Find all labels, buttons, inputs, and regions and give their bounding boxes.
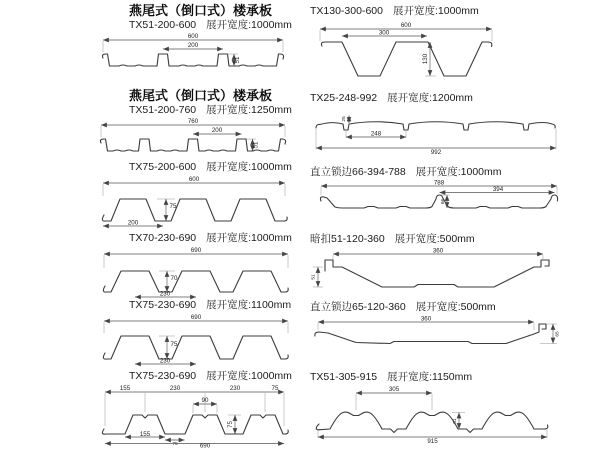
width-label: 展开宽度:500mm (415, 301, 496, 313)
width-label: 展开宽度:1000mm (415, 166, 502, 178)
section-spec (310, 5, 566, 18)
dim-height: 70 (170, 275, 178, 282)
dim-pitch: 300 (378, 29, 390, 37)
dim-crest-top: 90 (201, 397, 209, 404)
dim-overall: 760 (187, 118, 199, 125)
section-tx25-248-992 (308, 92, 566, 156)
drawing-tx51-200-600 (95, 33, 295, 73)
model-label: TX51-305-915 (310, 371, 378, 383)
width-label: 展开宽度:1150mm (387, 371, 473, 383)
section-spec (310, 166, 566, 179)
section-header: 燕尾式（倒口式）楼承板 (129, 3, 273, 18)
section-lockseam-66-394-788 (308, 166, 566, 222)
width-label: 展开宽度:1100mm (206, 299, 292, 311)
profile-outline (315, 324, 546, 344)
section-tx75-230-690-1100 (95, 298, 300, 367)
dim-overall: 600 (188, 176, 200, 183)
section-spec (129, 104, 300, 117)
section-tx51-200-600 (95, 3, 300, 73)
dim-pitch: 248 (370, 130, 382, 138)
section-tx130-300-600 (308, 5, 566, 84)
drawing-tx70-230-690 (95, 246, 295, 300)
section-tx51-305-915 (308, 371, 566, 444)
drawing-concealed-51-120-360 (308, 247, 566, 295)
dim-top3: 230 (229, 385, 241, 392)
dim-height: 51 (453, 418, 458, 424)
dim-height: 75 (169, 203, 177, 210)
dim-pitch: 230 (159, 357, 171, 365)
width-label: 展开宽度:1250mm (206, 104, 292, 116)
width-label: 展开宽度:500mm (394, 233, 475, 245)
width-label: 展开宽度:1000mm (206, 370, 292, 382)
dim-height: 75 (170, 341, 178, 348)
dim-pitch: 305 (388, 386, 400, 393)
drawing-tx51-305-915 (308, 385, 566, 444)
model-label: 直立锁边66-394-788 (310, 166, 406, 178)
dim-height: 25 (342, 116, 347, 122)
width-label: 展开宽度:1000mm (392, 5, 479, 17)
drawing-tx51-200-760 (95, 118, 295, 158)
profile-outline (102, 199, 287, 221)
section-spec (310, 92, 566, 105)
profile-outline (316, 412, 548, 432)
dim-overall: 690 (199, 442, 211, 448)
section-tx75-200-600 (95, 160, 300, 229)
dim-height: 66 (441, 198, 446, 205)
width-label: 展开宽度:1000mm (206, 19, 292, 31)
dim-overall: 915 (427, 438, 438, 444)
dim-height: 75 (227, 421, 234, 428)
dim-overall: 788 (433, 180, 445, 187)
model-label: TX75-200-600 (129, 161, 197, 173)
dim-pitch: 200 (187, 42, 199, 49)
profile-outline (316, 122, 555, 130)
width-label: 展开宽度:1000mm (206, 161, 292, 173)
model-label: TX25-248-992 (310, 92, 378, 104)
model-label: TX51-200-600 (129, 19, 197, 31)
dim-base-small: 75 (172, 442, 178, 447)
profile-outline (325, 260, 549, 287)
dim-top1: 155 (119, 385, 131, 392)
dim-height: 51 (311, 274, 317, 280)
model-label: TX130-300-600 (310, 5, 383, 17)
dim-overall: 690 (190, 314, 202, 321)
dim-pitch: 230 (159, 290, 171, 298)
section-spec (129, 370, 300, 383)
width-label: 展开宽度:1000mm (206, 232, 292, 244)
section-spec (129, 299, 300, 312)
model-label: TX70-230-690 (129, 232, 197, 244)
dim-height: 130 (422, 53, 429, 65)
drawing-lockseam-65-120-360 (308, 315, 566, 355)
dim-overall: 360 (420, 315, 432, 323)
model-label: 暗扣51-120-360 (310, 233, 385, 245)
dim-half: 394 (492, 185, 504, 193)
dim-overall: 600 (400, 22, 412, 29)
dim-overall: 360 (432, 247, 444, 255)
drawing-tx75-230-690-1100 (95, 313, 295, 367)
dim-top2: 230 (169, 385, 181, 392)
model-label: TX75-230-690 (129, 299, 197, 311)
model-label: TX75-230-690 (129, 370, 197, 382)
section-concealed-51-120-360 (308, 233, 566, 295)
dim-pitch: 200 (211, 127, 223, 134)
section-header: 燕尾式（倒口式）楼承板 (129, 88, 273, 103)
section-tx75-230-690-1000 (95, 369, 300, 448)
section-spec (129, 19, 300, 32)
dim-base: 155 (139, 430, 151, 438)
section-spec (310, 371, 566, 384)
dim-height: 65 (555, 331, 561, 337)
profile-outline (103, 271, 288, 292)
model-label: 直立锁边65-120-360 (310, 301, 406, 313)
profile-outline (103, 336, 288, 359)
drawing-tx130-300-600 (308, 22, 566, 84)
section-spec (129, 232, 300, 245)
drawing-tx75-200-600 (95, 175, 295, 229)
section-spec (129, 161, 300, 174)
profile-outline (320, 195, 557, 208)
section-tx51-200-760 (95, 88, 300, 158)
dim-height: 51 (234, 56, 241, 64)
drawing-lockseam-66-394-788 (308, 180, 566, 222)
drawing-tx75-230-690-detail (95, 384, 295, 448)
profile-outline (321, 42, 491, 76)
section-spec (310, 233, 566, 246)
dim-overall: 992 (430, 149, 442, 156)
width-label: 展开宽度:1200mm (387, 92, 473, 104)
profile-outline (102, 54, 283, 66)
dim-overall: 600 (187, 33, 199, 40)
dim-pitch: 200 (127, 219, 139, 227)
section-spec (310, 301, 566, 314)
section-lockseam-65-120-360 (308, 301, 566, 355)
dim-height: 51 (252, 141, 260, 149)
dim-top4: 75 (271, 385, 279, 392)
section-tx70-230-690 (95, 231, 300, 300)
profile-outline (102, 415, 288, 434)
model-label: TX51-200-760 (129, 104, 197, 116)
drawing-tx25-248-992 (308, 106, 566, 156)
dim-overall: 690 (190, 247, 202, 254)
